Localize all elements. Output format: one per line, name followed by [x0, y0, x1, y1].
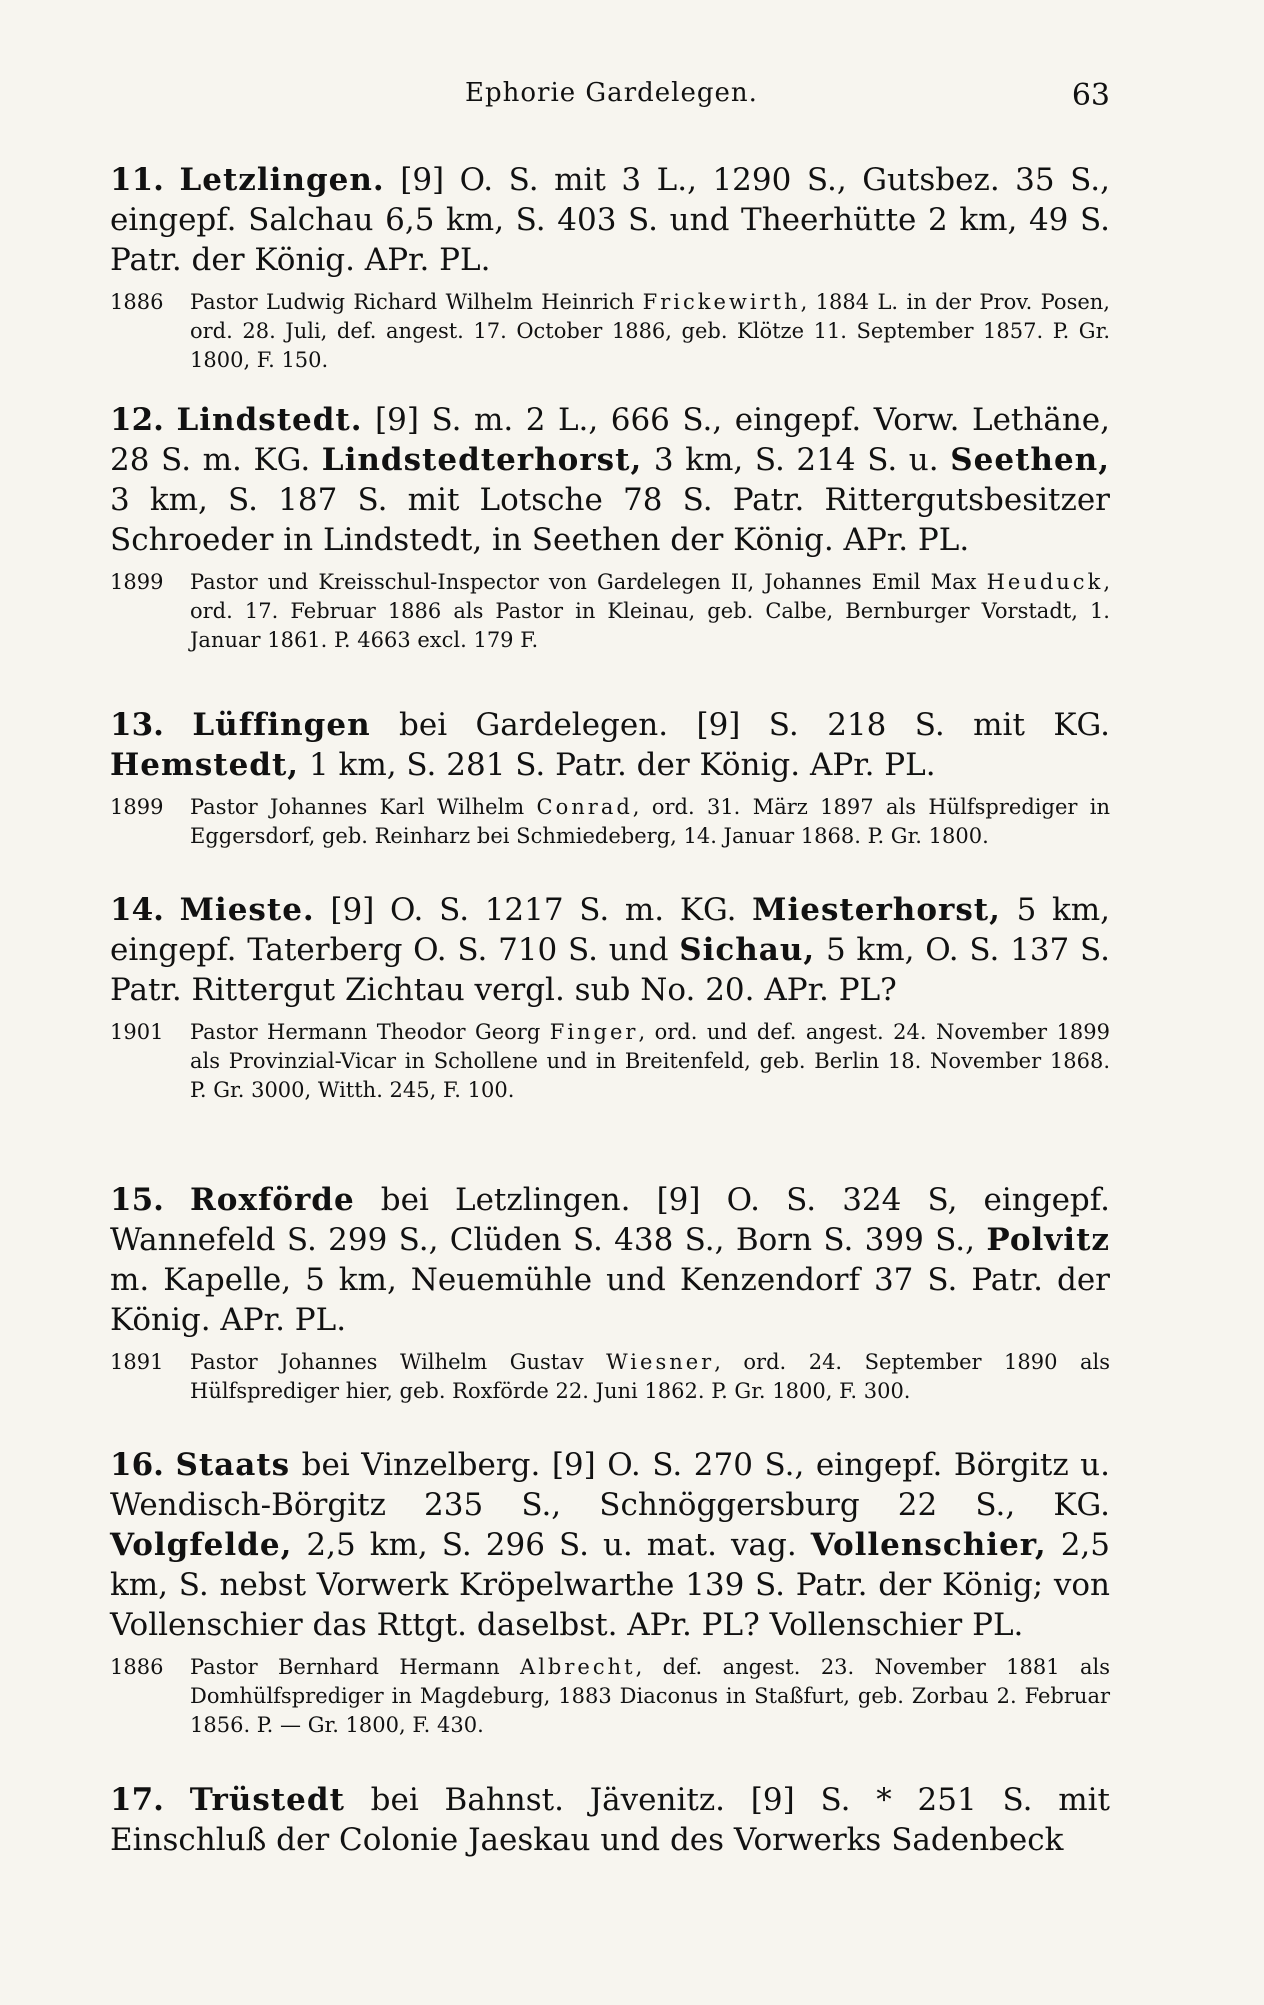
parish-entry-17: [110, 1780, 1110, 1860]
parish-entry-15: [110, 1180, 1110, 1406]
bio-text: [190, 568, 1110, 655]
entry-number: 15.: [110, 1182, 164, 1218]
pastor-surname: Heuduck: [986, 570, 1104, 594]
entry-text: 5 km, eingepf. Taterberg O. S. 710 S. und: [110, 892, 1111, 968]
entry-text: 3 km, S. 187 S. mit Lotsche 78 S. Patr. Rittergutsbesitzer Schroeder in Lindstedt, in Seethen der König. APr. PL.: [110, 482, 1110, 558]
bio-text-end: , 1884 L. in der Prov. Posen, ord. 28. Juli, def. angest. 17. October 1886, geb. Klötze 11. September 1857. P. Gr. 1800, F. 150.: [190, 290, 1110, 372]
bio-year: 1886: [110, 1655, 164, 1679]
bio-text: [190, 1018, 1110, 1105]
parish-name: Roxförde: [190, 1182, 355, 1218]
parish-name: Lüffingen: [192, 707, 371, 743]
place-name: Sichau,: [679, 932, 816, 968]
parish-entry-11: [110, 160, 1110, 375]
parish-name: Letzlingen.: [179, 162, 385, 198]
place-name: Hemstedt,: [110, 747, 300, 783]
bio-text: [190, 288, 1110, 375]
pastor-bio: [110, 1348, 1110, 1406]
pastor-surname: Frickewirth: [642, 290, 801, 314]
entry-number: 13.: [110, 707, 164, 743]
place-name: Vollenschier,: [810, 1527, 1047, 1563]
entry-text: bei Vinzelberg. [9] O. S. 270 S., eingepf. Börgitz u. Wendisch-Börgitz 235 S., Schnöggersburg 22 S., KG.: [110, 1447, 1110, 1523]
running-title: Ephorie Gardelegen.: [465, 78, 758, 108]
bio-text-end: , ord. 17. Februar 1886 als Pastor in Kleinau, geb. Calbe, Bernburger Vorstadt, 1. Januar 1861. P. 4663 excl. 179 F.: [190, 570, 1110, 652]
entry-text: [9] O. S. mit 3 L., 1290 S., Gutsbez. 35 S., eingepf. Salchau 6,5 km, S. 403 S. und Theerhütte 2 km, 49 S. Patr. der König. APr. PL.: [110, 162, 1110, 278]
parish-name: Trüstedt: [189, 1782, 345, 1818]
entry-text: [9] S. m. 2 L., 666 S., eingepf. Vorw. Lethäne, 28 S. m. KG.: [110, 402, 1110, 478]
page-number: 63: [1071, 78, 1110, 113]
pastor-surname: Finger: [549, 1020, 639, 1044]
bio-year: 1886: [110, 290, 164, 314]
pastor-bio: [110, 288, 1110, 375]
bio-text-start: Pastor Bernhard Hermann: [190, 1655, 521, 1679]
pastor-bio: [110, 568, 1110, 655]
entry-number: 17.: [110, 1782, 164, 1818]
parish-entry-13: [110, 705, 1110, 851]
entry-text: bei Gardelegen. [9] S. 218 S. mit KG.: [370, 707, 1111, 743]
pastor-surname: Albrecht: [520, 1655, 636, 1679]
bio-text-end: , def. angest. 23. November 1881 als Domhülfsprediger in Magdeburg, 1883 Diaconus in Staßfurt, geb. Zorbau 2. Februar 1856. P. — Gr. 1800, F. 430.: [190, 1655, 1111, 1737]
bio-text-start: Pastor und Kreisschul-Inspector von Gardelegen II, Johannes Emil Max: [190, 570, 987, 594]
entry-paragraph: [110, 1780, 1110, 1860]
bio-text-end: , ord. 31. März 1897 als Hülfsprediger in Eggersdorf, geb. Reinharz bei Schmiedeberg, 14. Januar 1868. P. Gr. 1800.: [190, 795, 1110, 848]
entry-text: 3 km, S. 214 S. u.: [642, 442, 951, 478]
entry-paragraph: [110, 890, 1110, 1010]
parish-name: Lindstedt.: [176, 402, 363, 438]
bio-year: 1901: [110, 1020, 164, 1044]
entry-paragraph: [110, 400, 1110, 560]
entry-number: 12.: [110, 402, 164, 438]
place-name: Polvitz: [986, 1222, 1110, 1258]
entry-text: 5 km, O. S. 137 S. Patr. Rittergut Zichtau vergl. sub No. 20. APr. PL?: [110, 932, 1110, 1008]
parish-entry-16: [110, 1445, 1110, 1740]
bio-year: 1899: [110, 570, 164, 594]
entry-paragraph: [110, 705, 1110, 785]
entry-paragraph: [110, 1445, 1110, 1645]
bio-text-start: Pastor Johannes Karl Wilhelm: [190, 795, 537, 819]
entry-text: bei Bahnst. Jävenitz. [9] S. * 251 S. mit Einschluß der Colonie Jaeskau und des Vorwerks Sadenbeck: [110, 1782, 1110, 1858]
pastor-bio: [110, 1653, 1110, 1740]
bio-text-start: Pastor Johannes Wilhelm Gustav: [190, 1350, 607, 1374]
entry-text: 2,5 km, S. nebst Vorwerk Kröpelwarthe 139 S. Patr. der König; von Vollenschier das Rttgt. daselbst. APr. PL? Vollenschier PL.: [110, 1527, 1110, 1643]
place-name: Seethen,: [950, 442, 1110, 478]
bio-text: [190, 1653, 1110, 1740]
entry-text: bei Letzlingen. [9] O. S. 324 S, eingepf. Wannefeld S. 299 S., Clüden S. 438 S., Born S. 399 S.,: [110, 1182, 1110, 1258]
entry-number: 16.: [110, 1447, 164, 1483]
entry-text: 2,5 km, S. 296 S. u. mat. vag.: [292, 1527, 811, 1563]
entry-paragraph: [110, 1180, 1110, 1340]
bio-text-end: , ord. und def. angest. 24. November 1899 als Provinzial-Vicar in Schollene und in Breitenfeld, geb. Berlin 18. November 1868. P. Gr. 3000, Witth. 245, F. 100.: [190, 1020, 1110, 1102]
parish-entry-12: [110, 400, 1110, 655]
bio-text: [190, 1348, 1110, 1406]
parish-entry-14: [110, 890, 1110, 1105]
place-name: Miesterhorst,: [752, 892, 1001, 928]
bio-year: 1891: [110, 1350, 164, 1374]
entry-paragraph: [110, 160, 1110, 280]
entry-text: m. Kapelle, 5 km, Neuemühle und Kenzendorf 37 S. Patr. der König. APr. PL.: [110, 1262, 1110, 1338]
pastor-bio: [110, 793, 1110, 851]
pastor-bio: [110, 1018, 1110, 1105]
pastor-surname: Conrad: [536, 795, 633, 819]
bio-year: 1899: [110, 795, 164, 819]
place-name: Lindstedterhorst,: [321, 442, 643, 478]
pastor-surname: Wiesner: [606, 1350, 715, 1374]
entry-number: 11.: [110, 162, 164, 198]
page-header: [110, 72, 1110, 122]
entry-text: [9] O. S. 1217 S. m. KG.: [314, 892, 753, 928]
bio-text-start: Pastor Ludwig Richard Wilhelm Heinrich: [190, 290, 643, 314]
parish-name: Staats: [175, 1447, 291, 1483]
parish-name: Mieste.: [179, 892, 315, 928]
entry-number: 14.: [110, 892, 164, 928]
entry-text: 1 km, S. 281 S. Patr. der König. APr. PL.: [299, 747, 936, 783]
bio-text: [190, 793, 1110, 851]
place-name: Volgfelde,: [110, 1527, 293, 1563]
book-page: [110, 0, 1110, 2005]
bio-text-start: Pastor Hermann Theodor Georg: [190, 1020, 550, 1044]
bio-text-end: , ord. 24. September 1890 als Hülfsprediger hier, geb. Roxförde 22. Juni 1862. P. Gr. 1800, F. 300.: [190, 1350, 1110, 1403]
